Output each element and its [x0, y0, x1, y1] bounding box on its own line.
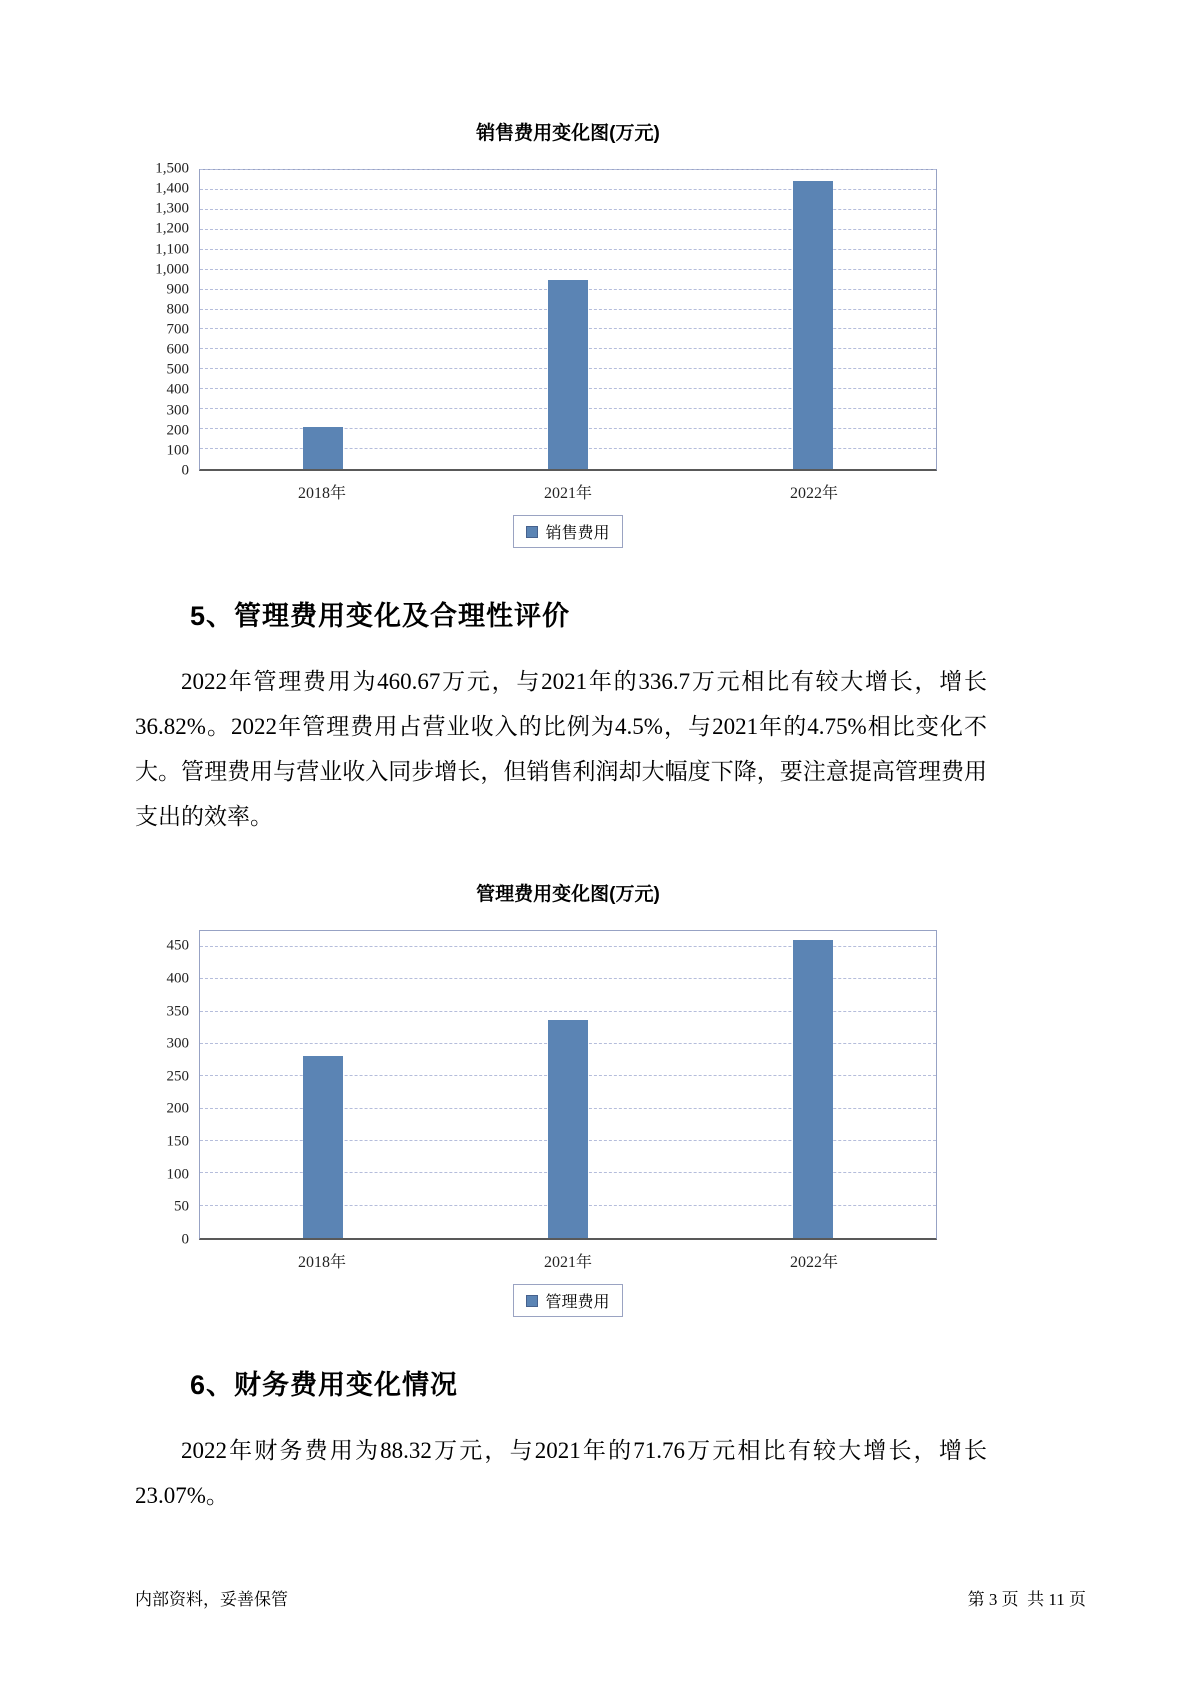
y-tick-label: 400 [166, 381, 189, 398]
bar-slot [691, 170, 936, 469]
legend-row [137, 1284, 937, 1317]
bar-2021年 [548, 1020, 588, 1238]
footer-confidential-note: 内部资料，妥善保管 [135, 1590, 288, 1609]
y-tick-label: 200 [166, 422, 189, 439]
chart-body [137, 930, 937, 1248]
y-tick-label: 700 [166, 321, 189, 338]
x-axis-spacer [137, 1249, 199, 1272]
sales-expense-chart [137, 118, 937, 548]
section-5-paragraph: 2022年管理费用为460.67万元，与2021年的336.7万元相比有较大增长，增长36.82%。2022年管理费用占营业收入的比例为4.5%，与2021年的4.75%相比变化不大。管理费用与营业收入同步增长，但销售利润却大幅度下降，要注意提高管理费用支出的效率。 [135, 669, 987, 829]
x-axis-spacer [137, 480, 199, 503]
y-tick-label: 1,000 [155, 261, 189, 278]
y-tick-label: 50 [174, 1198, 189, 1215]
y-tick-label: 800 [166, 301, 189, 318]
bar-slot [200, 931, 445, 1238]
y-axis-labels [137, 160, 199, 479]
page-footer [135, 1585, 1086, 1610]
footer-page-number: 第 3 页 共 11 页 [967, 1590, 1086, 1609]
y-tick-label: 900 [166, 281, 189, 298]
plot-area [199, 169, 937, 471]
x-axis-labels [199, 1249, 937, 1272]
x-tick-label: 2021年 [543, 1254, 592, 1271]
y-tick-label: 600 [166, 341, 189, 358]
y-tick-label: 400 [166, 970, 189, 987]
y-tick-label: 200 [166, 1100, 189, 1117]
y-tick-label: 500 [166, 361, 189, 378]
plot-area [199, 930, 937, 1240]
bar-slot [200, 170, 445, 469]
y-tick-label: 1,500 [155, 160, 189, 177]
bar-2021年 [548, 280, 588, 469]
management-expense-chart [137, 879, 937, 1317]
y-tick-label: 1,100 [155, 241, 189, 258]
bars-container [200, 931, 936, 1238]
section-5-heading: 5、管理费用变化及合理性评价 [190, 601, 571, 631]
x-tick-label: 2018年 [297, 1254, 346, 1271]
y-tick-label: 100 [166, 442, 189, 459]
x-axis-labels [199, 480, 937, 503]
y-axis-labels [137, 930, 199, 1248]
y-tick-label: 1,400 [155, 180, 189, 197]
x-axis [137, 480, 937, 503]
y-tick-label: 0 [181, 462, 189, 479]
chart-legend [513, 515, 622, 548]
bar-slot [445, 931, 690, 1238]
y-tick-label: 150 [166, 1133, 189, 1150]
y-tick-label: 100 [166, 1166, 189, 1183]
bar-slot [445, 170, 690, 469]
legend-swatch-icon [526, 1295, 538, 1307]
y-tick-label: 0 [181, 1231, 189, 1248]
bar-2022年 [793, 181, 833, 469]
chart-title: 销售费用变化图(万元) [476, 123, 660, 144]
y-tick-label: 1,300 [155, 200, 189, 217]
x-tick-label: 2021年 [543, 485, 592, 502]
y-tick-label: 250 [166, 1068, 189, 1085]
x-tick-label: 2018年 [297, 485, 346, 502]
chart-legend [513, 1284, 622, 1317]
x-tick-label: 2022年 [789, 1254, 838, 1271]
bar-2018年 [303, 427, 343, 469]
legend-row [137, 515, 937, 548]
y-tick-label: 450 [166, 937, 189, 954]
y-tick-label: 300 [166, 402, 189, 419]
bar-slot [691, 931, 936, 1238]
section-6-heading: 6、财务费用变化情况 [190, 1370, 459, 1400]
legend-label: 销售费用 [545, 525, 610, 542]
x-tick-label: 2022年 [789, 485, 838, 502]
bar-2022年 [793, 940, 833, 1238]
legend-swatch-icon [526, 526, 538, 538]
bars-container [200, 170, 936, 469]
y-tick-label: 1,200 [155, 220, 189, 237]
legend-label: 管理费用 [545, 1294, 610, 1311]
y-tick-label: 350 [166, 1003, 189, 1020]
y-tick-label: 300 [166, 1035, 189, 1052]
chart-body [137, 160, 937, 479]
section-6-paragraph: 2022年财务费用为88.32万元，与2021年的71.76万元相比有较大增长，增长23.07%。 [135, 1438, 987, 1508]
x-axis [137, 1249, 937, 1272]
chart-title: 管理费用变化图(万元) [476, 884, 660, 905]
bar-2018年 [303, 1056, 343, 1238]
